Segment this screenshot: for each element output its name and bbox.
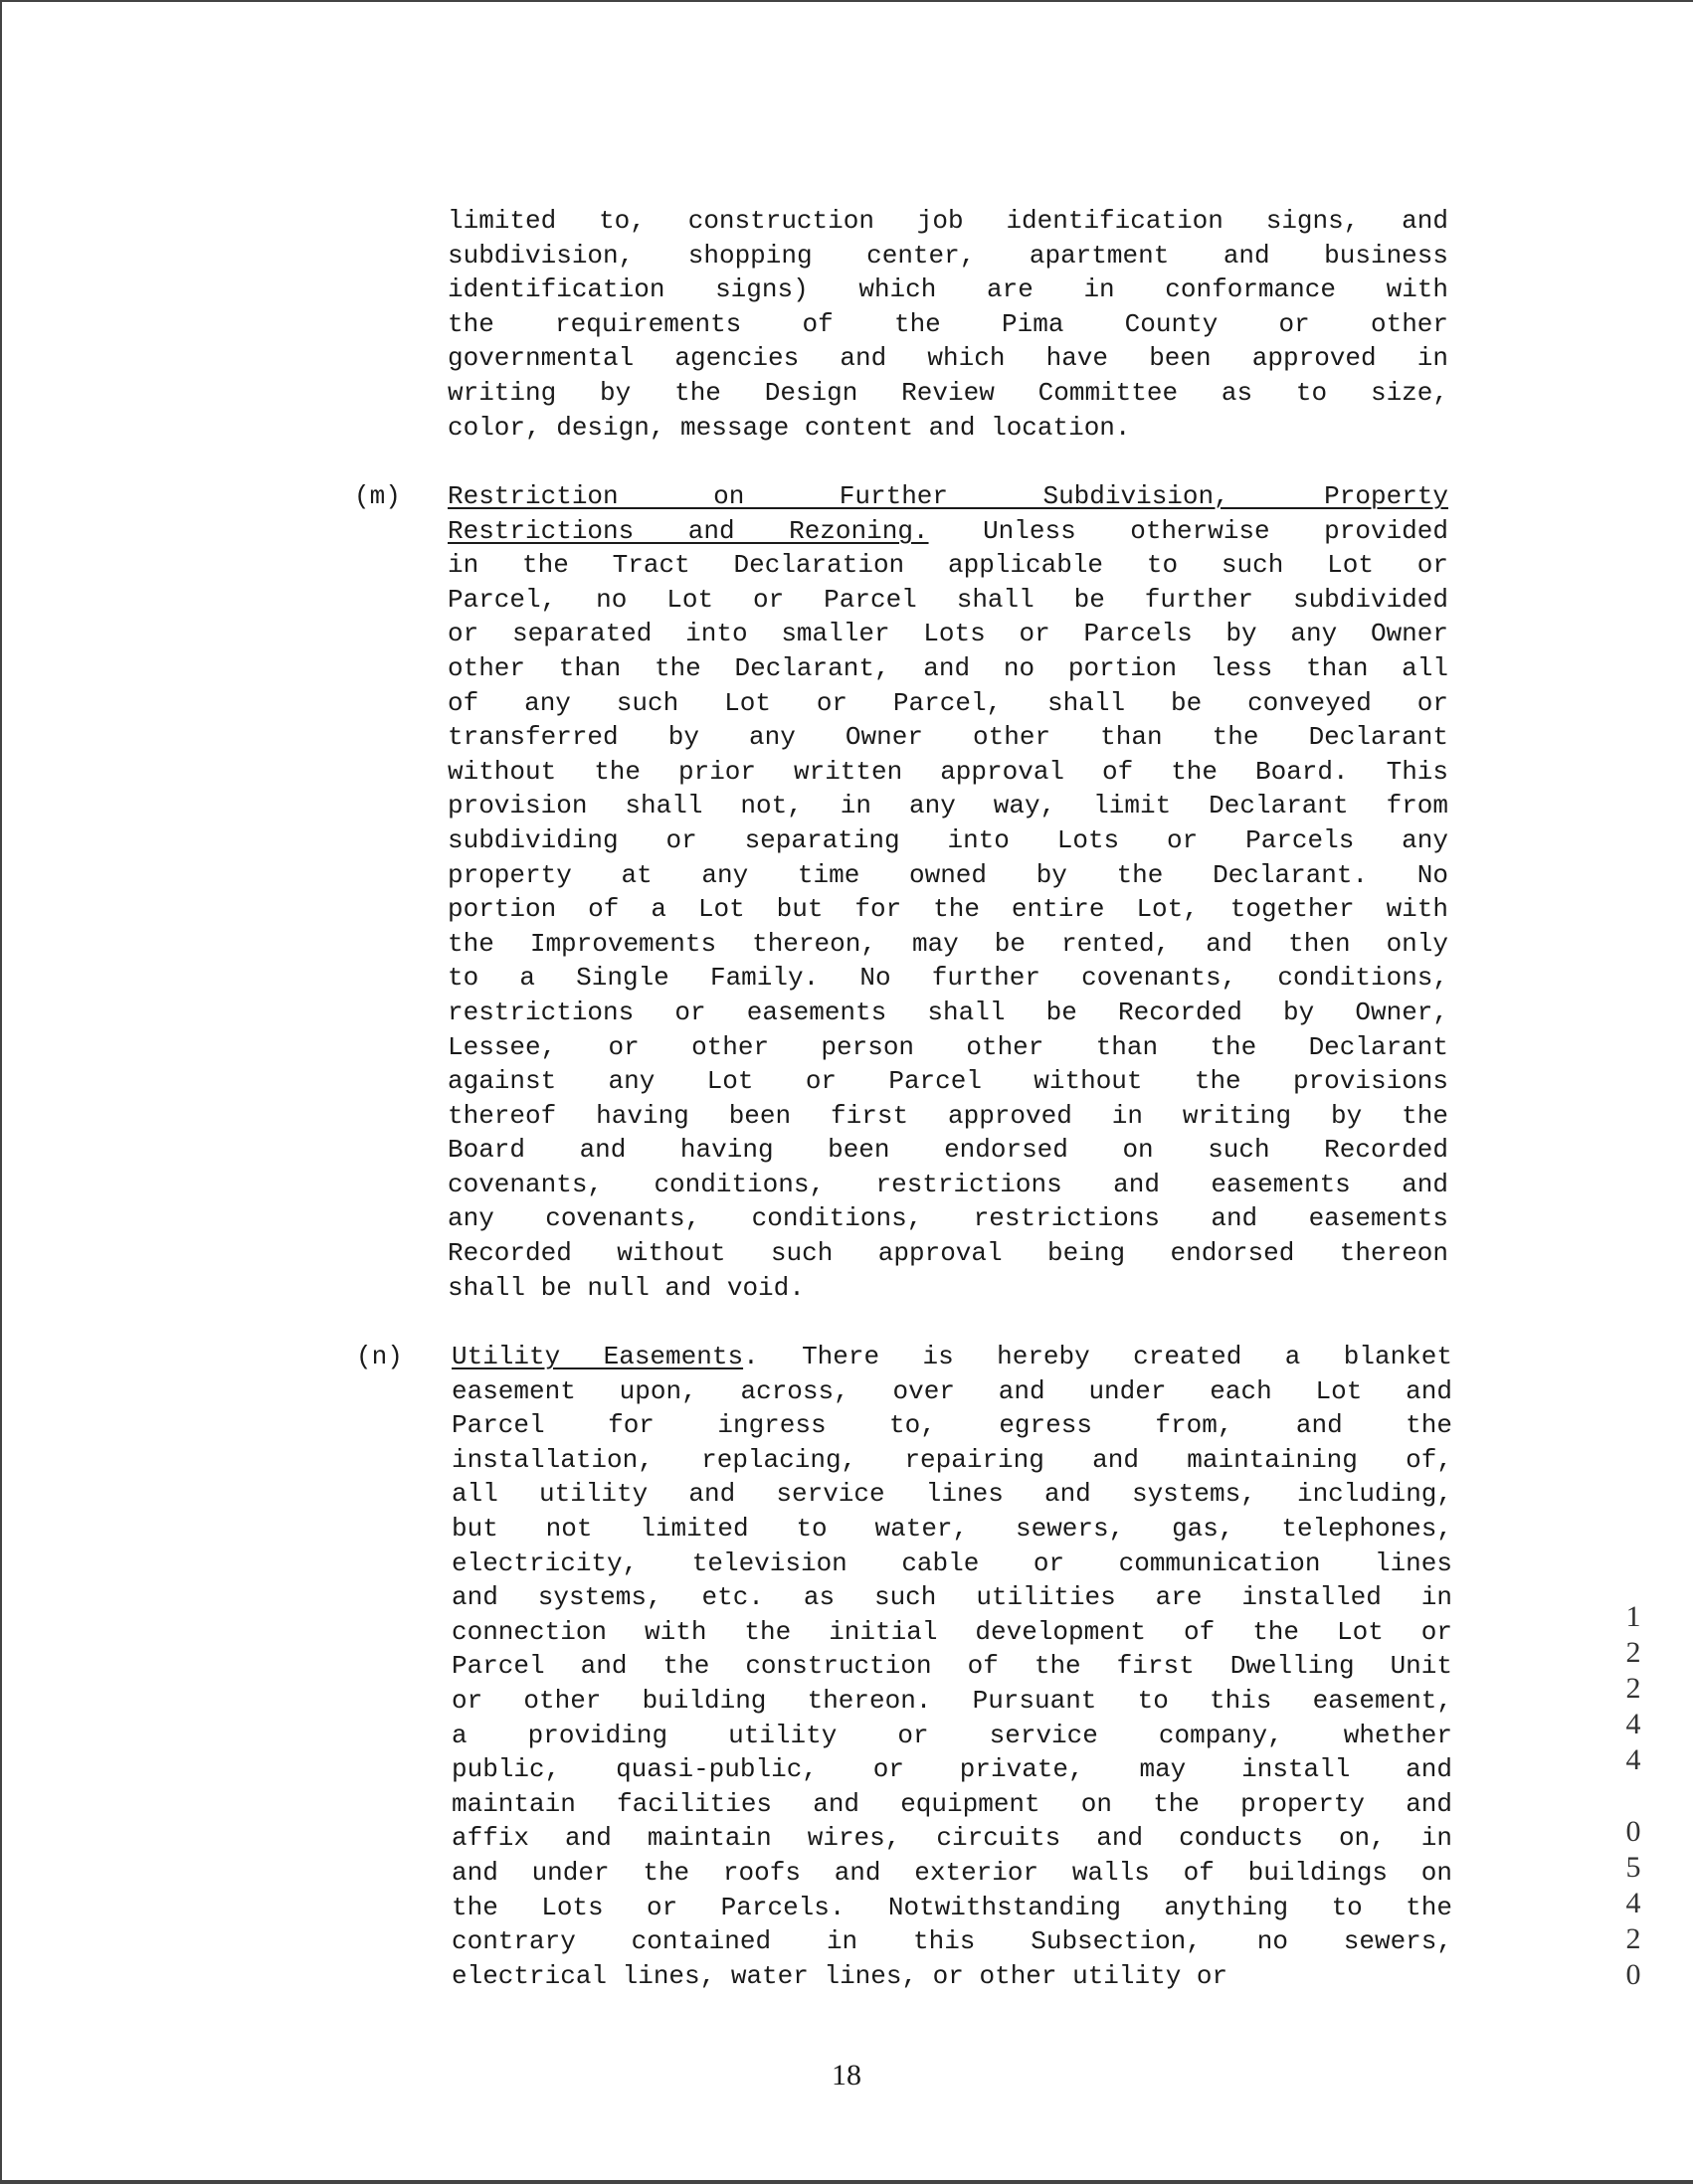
stamp-char: 2 <box>1625 1922 1641 1955</box>
section-n-line: electricity, television cable or communication lines <box>452 1547 1452 1578</box>
continuation-line: limited to, construction job identification signs, and <box>448 206 1448 236</box>
page-number: 18 <box>832 2059 861 2092</box>
section-m-line: Board and having been endorsed on such Recorded <box>448 1135 1448 1166</box>
continuation-line: color, design, message content and location. <box>448 412 1131 443</box>
recording-number-stamp <box>1613 1599 1653 1993</box>
section-n-body <box>452 1374 1452 1994</box>
section-m-label: (m) <box>354 481 401 511</box>
stamp-char: 5 <box>1625 1851 1641 1884</box>
section-n-label: (n) <box>356 1342 403 1371</box>
section-m-body <box>448 548 1448 1305</box>
section-n-line: installation, replacing, repairing and maintaining of, <box>452 1444 1452 1475</box>
continuation-line: identification signs) which are in conformance with <box>448 274 1448 305</box>
section-n-line: public, quasi-public, or private, may install and <box>452 1754 1452 1785</box>
section-n-line: Parcel for ingress to, egress from, and the <box>452 1410 1452 1441</box>
section-m-line: or separated into smaller Lots or Parcels by any Owner <box>448 619 1448 649</box>
continuation-line: writing by the Design Review Committee as to size, <box>448 377 1448 408</box>
section-n-paragraph <box>452 1340 1452 1993</box>
section-m-heading-line <box>448 479 1448 514</box>
section-m-line: of any such Lot or Parcel, shall be conveyed or <box>448 687 1448 718</box>
stamp-char: 4 <box>1625 1708 1641 1740</box>
section-n-line: all utility and service lines and systems, including, <box>452 1479 1452 1510</box>
section-m-line2-rest: Unless otherwise provided <box>928 515 1448 546</box>
stamp-char <box>1613 1778 1653 1814</box>
section-n-line: or other building thereon. Pursuant to this easement, <box>452 1685 1452 1716</box>
stamp-char: 2 <box>1625 1672 1641 1705</box>
section-n-line: connection with the initial development of the Lot or <box>452 1616 1452 1647</box>
section-n-line: and under the roofs and exterior walls of buildings on <box>452 1857 1452 1888</box>
continuation-line: governmental agencies and which have been approved in <box>448 343 1448 374</box>
section-n-line: affix and maintain wires, circuits and conducts on, in <box>452 1823 1452 1854</box>
section-m-line: other than the Declarant, and no portion less than all <box>448 652 1448 683</box>
section-m-line: without the prior written approval of the Board. This <box>448 756 1448 787</box>
section-m-line: thereof having been first approved in writing by the <box>448 1100 1448 1131</box>
section-m-line: subdividing or separating into Lots or Parcels any <box>448 824 1448 855</box>
section-m-line: Parcel, no Lot or Parcel shall be further subdivided <box>448 584 1448 615</box>
section-m-heading-part1: Restriction on Further Subdivision, Property <box>448 481 1448 511</box>
section-n-line: and systems, etc. as such utilities are installed in <box>452 1582 1452 1613</box>
section-n-line: a providing utility or service company, whether <box>452 1720 1452 1750</box>
section-n-line: Parcel and the construction of the first Dwelling Unit <box>452 1651 1452 1682</box>
stamp-char: 4 <box>1625 1743 1641 1776</box>
section-m-line: to a Single Family. No further covenants, conditions, <box>448 963 1448 994</box>
section-n-line: easement upon, across, over and under each Lot and <box>452 1375 1452 1406</box>
scan-edge-left <box>0 0 2 2184</box>
section-m-line: Recorded without such approval being endorsed thereon <box>448 1238 1448 1269</box>
section-m-heading-part2: Restrictions and Rezoning. <box>448 515 929 546</box>
section-m-line: shall be null and void. <box>448 1272 805 1303</box>
scan-edge-top <box>0 0 1693 2</box>
section-n-line: electrical lines, water lines, or other utility or <box>452 1960 1228 1991</box>
continuation-paragraph <box>448 204 1448 445</box>
section-n-heading-line <box>452 1340 1452 1374</box>
section-n-heading: Utility Easements <box>452 1342 744 1371</box>
stamp-char: 1 <box>1625 1600 1641 1633</box>
section-m-line: the Improvements thereon, may be rented, and then only <box>448 928 1448 959</box>
section-n-line1-rest: . There is hereby created a blanket <box>743 1342 1452 1371</box>
section-m-line: against any Lot or Parcel without the provisions <box>448 1066 1448 1097</box>
section-m-line: covenants, conditions, restrictions and easements and <box>448 1169 1448 1199</box>
section-n-line: the Lots or Parcels. Notwithstanding anything to the <box>452 1892 1452 1922</box>
section-m-heading-line2 <box>448 514 1448 549</box>
section-m-paragraph <box>448 479 1448 1305</box>
scan-edge-bottom <box>0 2180 1693 2184</box>
stamp-char: 0 <box>1625 1958 1641 1991</box>
section-m-line: any covenants, conditions, restrictions and easements <box>448 1203 1448 1234</box>
stamp-char: 2 <box>1625 1636 1641 1669</box>
section-m-line: in the Tract Declaration applicable to such Lot or <box>448 550 1448 581</box>
stamp-char: 4 <box>1625 1887 1641 1919</box>
stamp-char: 0 <box>1625 1815 1641 1848</box>
section-m-line: transferred by any Owner other than the Declarant <box>448 722 1448 753</box>
section-m-line: property at any time owned by the Declarant. No <box>448 859 1448 890</box>
section-n-line: but not limited to water, sewers, gas, telephones, <box>452 1513 1452 1544</box>
section-m-line: provision shall not, in any way, limit Declarant from <box>448 791 1448 821</box>
section-m-line: Lessee, or other person other than the Declarant <box>448 1031 1448 1062</box>
continuation-line: subdivision, shopping center, apartment and business <box>448 240 1448 271</box>
section-n-line: contrary contained in this Subsection, no sewers, <box>452 1926 1452 1957</box>
section-n-line: maintain facilities and equipment on the property and <box>452 1788 1452 1819</box>
continuation-line: the requirements of the Pima County or other <box>448 308 1448 339</box>
section-m-line: portion of a Lot but for the entire Lot, together with <box>448 894 1448 925</box>
section-m-line: restrictions or easements shall be Recorded by Owner, <box>448 997 1448 1027</box>
